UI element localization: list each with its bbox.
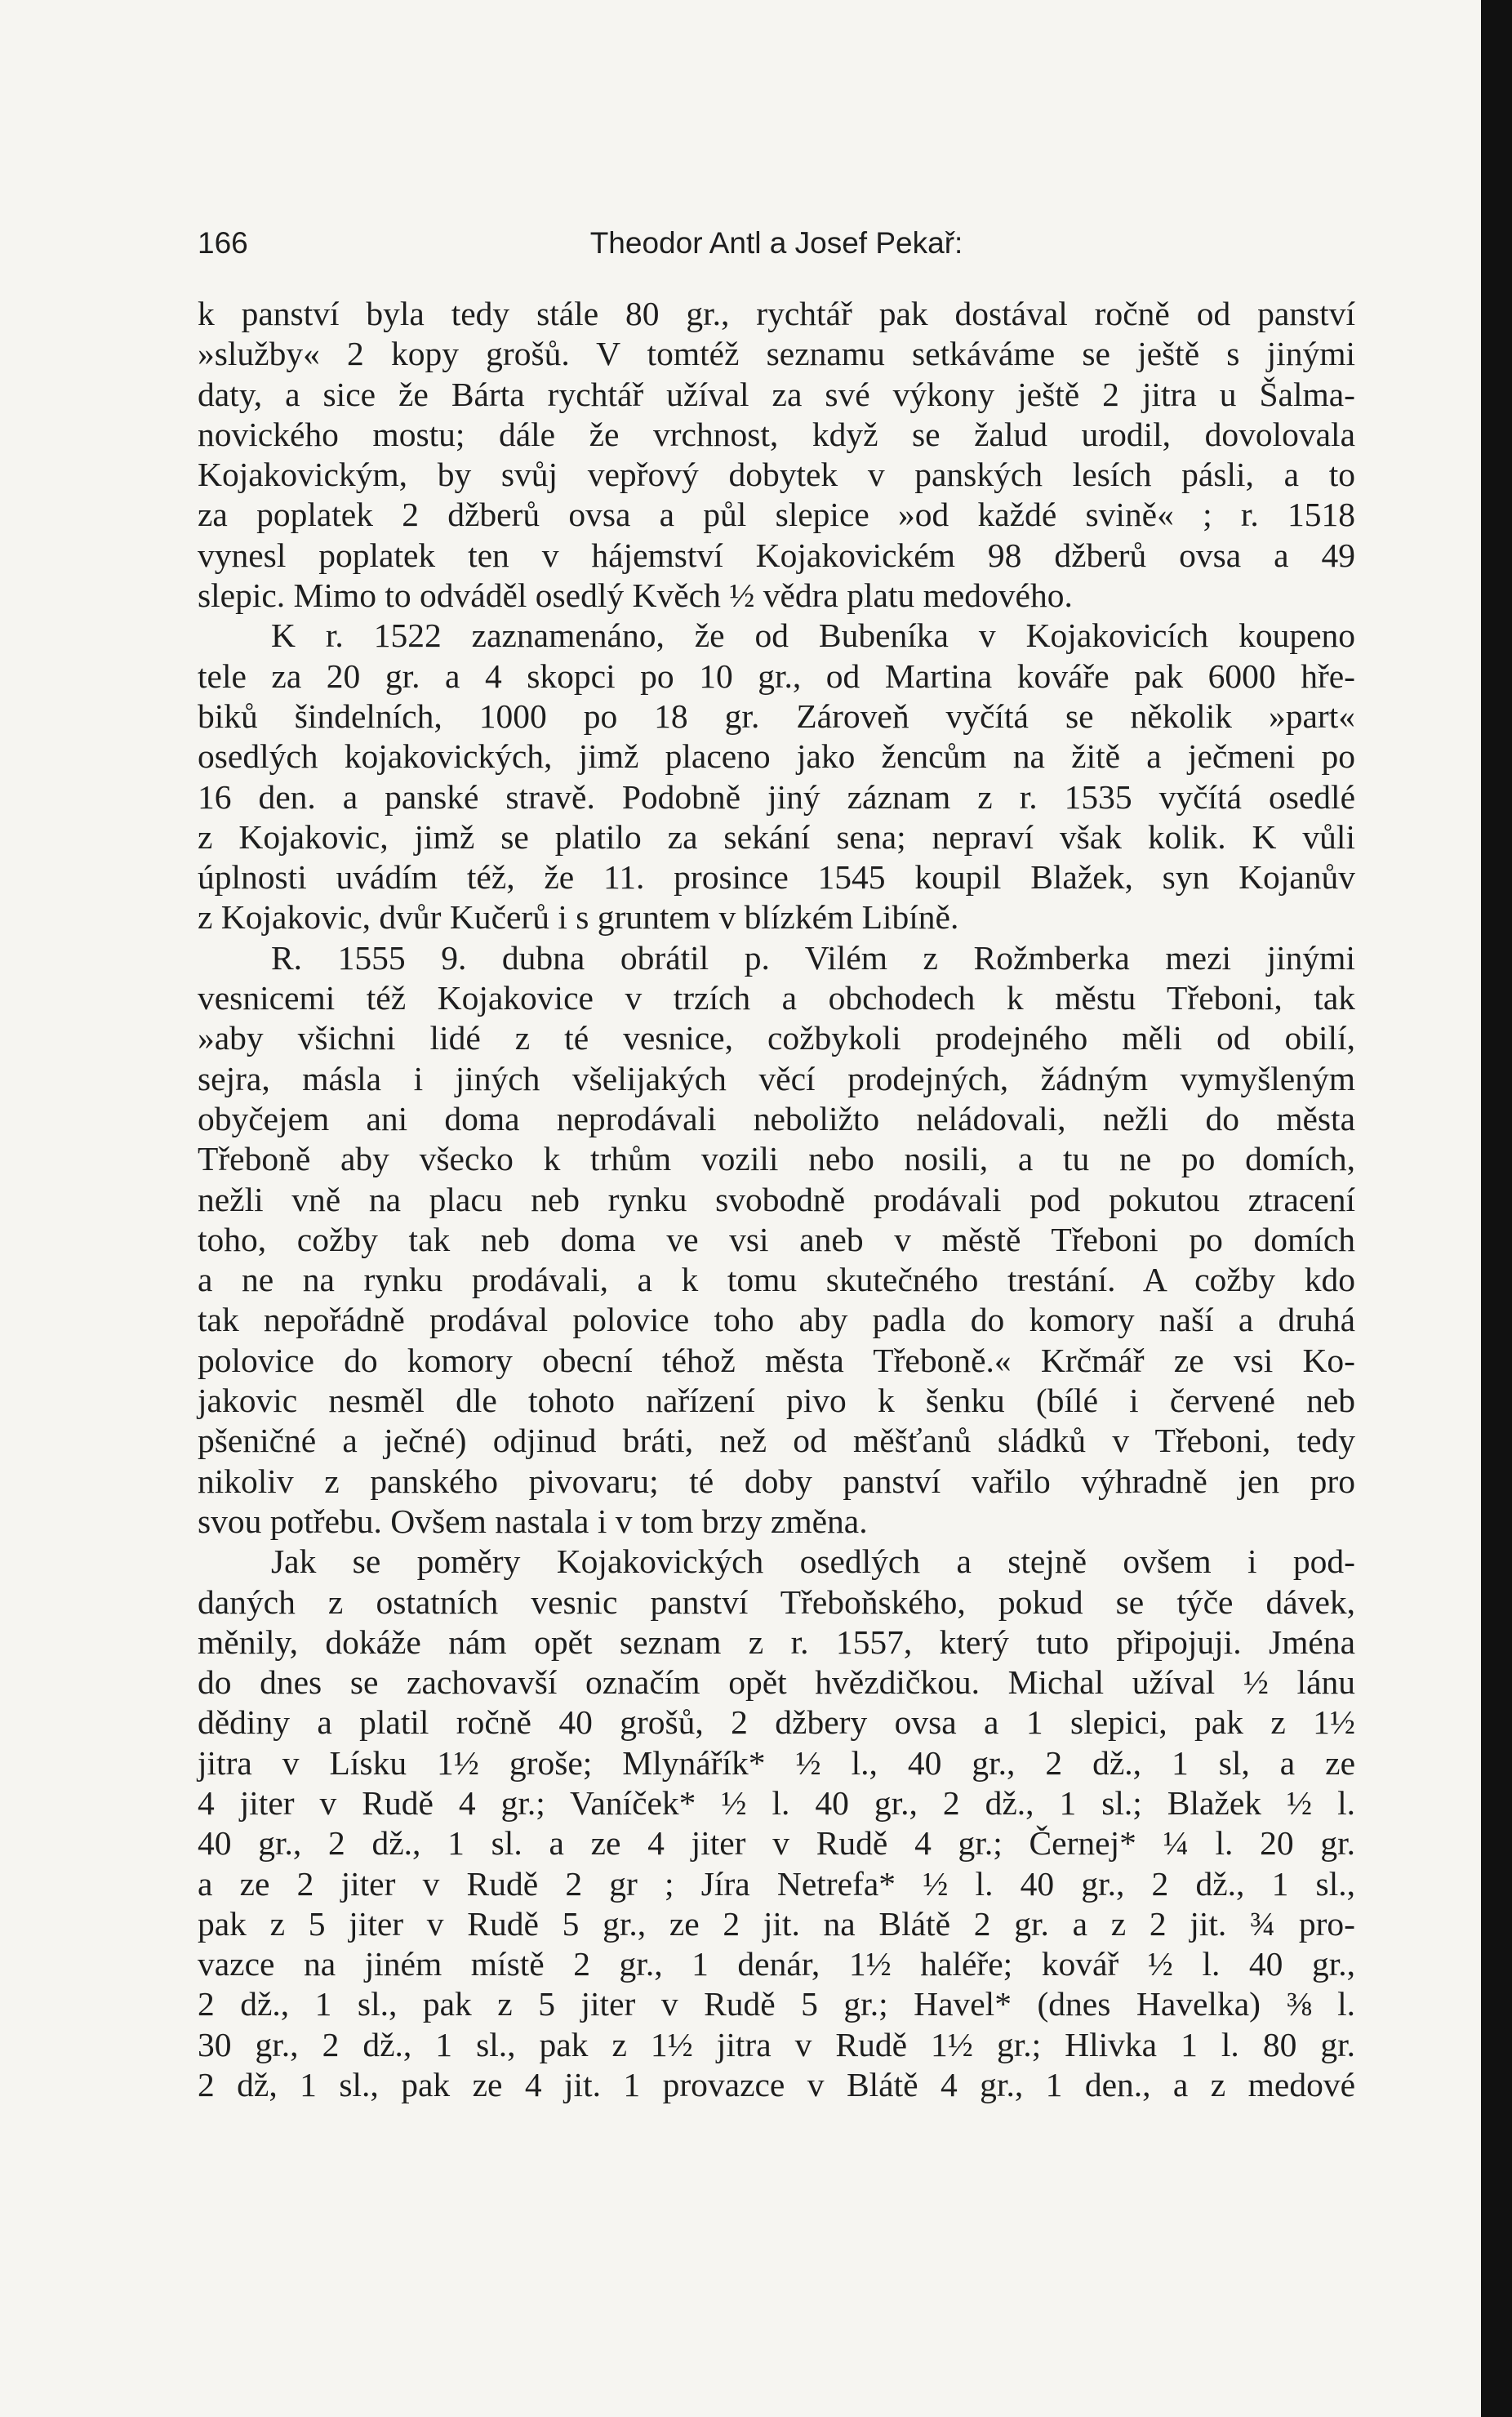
text-line: polovice do komory obecní téhož města Třeboně.« Krčmář ze vsi Ko- xyxy=(198,1341,1355,1379)
text-line: slepic. Mimo to odváděl osedlý Kvěch ½ vědra platu medového. xyxy=(198,576,1073,615)
text-line: vesnicemi též Kojakovice v trzích a obchodech k městu Třeboni, tak xyxy=(198,979,1355,1017)
text-line: 2 dž., 1 sl., pak z 5 jiter v Rudě 5 gr.; Havel* (dnes Havelka) ⅜ l. xyxy=(198,1985,1355,2023)
text-line: 16 den. a panské stravě. Podobně jiný záznam z r. 1535 vyčítá osedlé xyxy=(198,777,1355,816)
text-line: k panství byla tedy stále 80 gr., rychtář pak dostával ročně od panství xyxy=(198,295,1355,332)
paragraph xyxy=(198,1542,1355,2105)
text-line: a ne na rynku prodávali, a k tomu skutečného trestání. A cožby kdo xyxy=(198,1261,1355,1299)
text-line: 40 gr., 2 dž., 1 sl. a ze 4 jiter v Rudě 4 gr.; Černej* ¼ l. 20 gr. xyxy=(198,1824,1355,1863)
text-line: jitra v Lísku 1½ groše; Mlynářík* ½ l., 40 gr., 2 dž., 1 sl, a ze xyxy=(198,1743,1355,1782)
text-line: obyčejem ani doma neprodávali neboližto neládovali, nežli do města xyxy=(198,1099,1355,1137)
text-line: daty, a sice že Bárta rychtář užíval za své výkony ještě 2 jitra u Šalma- xyxy=(198,375,1355,413)
page-header xyxy=(198,219,1355,268)
text-line: 2 dž, 1 sl., pak ze 4 jit. 1 provazce v Blátě 4 gr., 1 den., a z medové xyxy=(198,2066,1355,2104)
text-line: do dnes se zachovavší označím opět hvězdičkou. Michal užíval ½ lánu xyxy=(198,1663,1355,1702)
text-line: biků šindelních, 1000 po 18 gr. Zároveň vyčítá se několik »part« xyxy=(198,697,1355,735)
paragraph xyxy=(198,938,1355,1542)
text-line: z Kojakovic, dvůr Kučerů i s gruntem v blízkém Libíně. xyxy=(198,898,959,937)
text-line: sejra, másla i jiných všelijakých věcí prodejných, žádným vymyšleným xyxy=(198,1059,1355,1097)
text-line: Jak se poměry Kojakovických osedlých a stejně ovšem i pod- xyxy=(271,1542,1355,1581)
text-line: R. 1555 9. dubna obrátil p. Vilém z Rožmberka mezi jinými xyxy=(271,938,1355,977)
text-line: tele za 20 gr. a 4 skopci po 10 gr., od Martina kováře pak 6000 hře- xyxy=(198,657,1355,695)
text-line: měnily, dokáže nám opět seznam z r. 1557, který tuto připojuji. Jména xyxy=(198,1622,1355,1661)
text-line: tak nepořádně prodával polovice toho aby padla do komory naší a druhá xyxy=(198,1301,1355,1339)
text-line: pak z 5 jiter v Rudě 5 gr., ze 2 jit. na Blátě 2 gr. a z 2 jit. ¾ pro- xyxy=(198,1904,1355,1943)
text-line: vynesl poplatek ten v hájemství Kojakovickém 98 džberů ovsa a 49 xyxy=(198,536,1355,574)
running-head: Theodor Antl a Josef Pekař: xyxy=(589,226,963,260)
body-text xyxy=(198,294,1355,2105)
text-line: novického mostu; dále že vrchnost, když se žalud urodil, dovolovala xyxy=(198,415,1355,453)
text-line: pšeničné a ječné) odjinud bráti, než od měšťanů sládků v Třeboni, tedy xyxy=(198,1422,1355,1460)
text-line: osedlých kojakovických, jimž placeno jako žencům na žitě a ječmeni po xyxy=(198,737,1355,776)
text-line: z Kojakovic, jimž se platilo za sekání sena; nepraví však kolik. K vůli xyxy=(198,817,1355,856)
text-line: 30 gr., 2 dž., 1 sl., pak z 1½ jitra v Rudě 1½ gr.; Hlivka 1 l. 80 gr. xyxy=(198,2025,1355,2063)
page-number: 166 xyxy=(198,226,248,260)
text-line: jakovic nesměl dle tohoto nařízení pivo k šenku (bílé i červené neb xyxy=(198,1382,1355,1420)
text-line: a ze 2 jiter v Rudě 2 gr ; Jíra Netrefa* ½ l. 40 gr., 2 dž., 1 sl., xyxy=(198,1864,1355,1903)
text-line: dědiny a platil ročně 40 grošů, 2 džbery ovsa a 1 slepici, pak z 1½ xyxy=(198,1703,1355,1742)
text-line: nikoliv z panského pivovaru; té doby panství vařilo výhradně jen pro xyxy=(198,1462,1355,1500)
text-line: 4 jiter v Rudě 4 gr.; Vaníček* ½ l. 40 gr., 2 dž., 1 sl.; Blažek ½ l. xyxy=(198,1783,1355,1822)
text-line: Kojakovickým, by svůj vepřový dobytek v panských lesích pásli, a to xyxy=(198,456,1355,494)
text-line: daných z ostatních vesnic panství Třeboňského, pokud se týče dávek, xyxy=(198,1582,1355,1621)
text-line: Třeboně aby všecko k trhům vozili nebo nosili, a tu ne po domích, xyxy=(198,1140,1355,1178)
scan-edge-border xyxy=(1481,0,1512,2417)
text-line: svou potřebu. Ovšem nastala i v tom brzy změna. xyxy=(198,1502,868,1540)
text-line: vazce na jiném místě 2 gr., 1 denár, 1½ haléře; kovář ½ l. 40 gr., xyxy=(198,1945,1355,1983)
text-line: toho, cožby tak neb doma ve vsi aneb v městě Třeboni po domích xyxy=(198,1220,1355,1258)
paragraph xyxy=(198,616,1355,937)
text-line: za poplatek 2 džberů ovsa a půl slepice »od každé svině« ; r. 1518 xyxy=(198,496,1355,534)
paragraph xyxy=(198,294,1355,616)
text-line: »aby všichni lidé z té vesnice, cožbykoli prodejného měli od obilí, xyxy=(198,1019,1355,1057)
text-line: »služby« 2 kopy grošů. V tomtéž seznamu setkáváme se ještě s jinými xyxy=(198,335,1355,373)
text-line: úplnosti uvádím též, že 11. prosince 1545 koupil Blažek, syn Kojanův xyxy=(198,858,1355,897)
text-line: nežli vně na placu neb rynku svobodně prodávali pod pokutou ztracení xyxy=(198,1180,1355,1218)
text-line: K r. 1522 zaznamenáno, že od Bubeníka v Kojakovicích koupeno xyxy=(271,616,1355,655)
